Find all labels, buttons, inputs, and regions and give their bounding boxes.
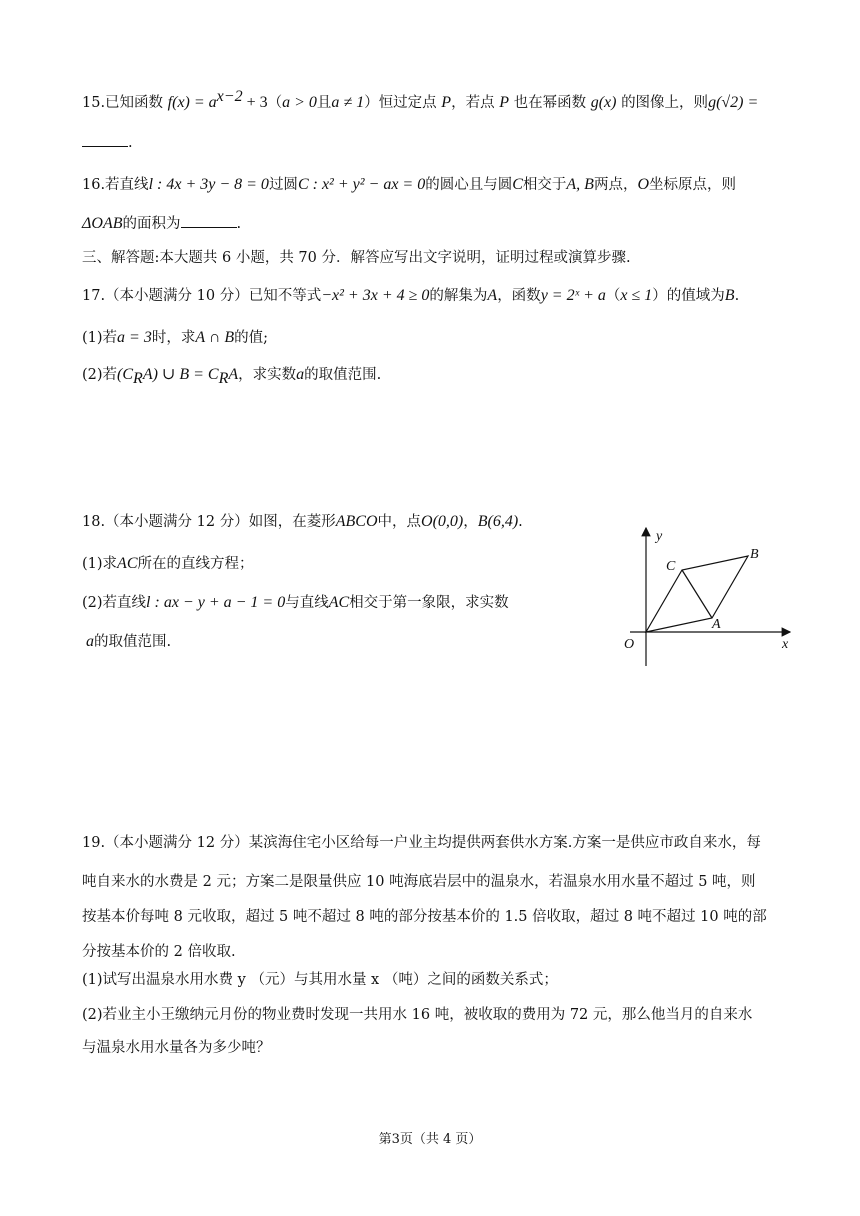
q18-line1: 18.（本小题满分 12 分）如图，在菱形ABCO中，点O(0,0)，B(6,4). bbox=[82, 513, 523, 530]
q15-line1: 15.已知函数 $f(x) = a^{x-2} + 3(a > 0$且a ≠ 1）恒过定点 P，若点 P 也在幂函数 g(x) 的图像上，则g(√2) = bbox=[82, 88, 759, 111]
q16-line1: 16.若直线l : 4x + 3y − 8 = 0过圆C : x² + y² − ax = 0的圆心且与圆C相交于A, B两点，O坐标原点，则 bbox=[82, 176, 737, 193]
q19-part2-cont: 与温泉水用水量各为多少吨？ bbox=[82, 1040, 271, 1056]
section-3-heading: 三、解答题:本大题共 6 小题，共 70 分．解答应写出文字说明，证明过程或演算步骤. bbox=[82, 250, 631, 266]
q18-part1: (1)求AC所在的直线方程； bbox=[82, 555, 254, 572]
q15-answer-line: . bbox=[82, 132, 133, 154]
label-o: O bbox=[624, 637, 635, 652]
label-b: B bbox=[750, 547, 759, 562]
rhombus-figure bbox=[610, 520, 800, 670]
q17-line1: 17.（本小题满分 10 分）已知不等式−x² + 3x + 4 ≥ 0的解集为A，函数y = 2ˣ + a（x ≤ 1）的值域为B. bbox=[82, 287, 740, 304]
q19-line2: 吨自来水的水费是 2 元；方案二是限量供应 10 吨海底岩层中的温泉水，若温泉水用水量不超过 5 吨，则 bbox=[82, 874, 756, 890]
label-a: A bbox=[712, 617, 721, 632]
q19-part2: (2)若业主小王缴纳元月份的物业费时发现一共用水 16 吨，被收取的费用为 72 元，那么他当月的自来水 bbox=[82, 1007, 753, 1023]
page-footer: 第3页（共 4 页） bbox=[378, 1132, 482, 1147]
q15-answer-blank[interactable] bbox=[82, 132, 128, 147]
q19-line3: 按基本价每吨 8 元收取，超过 5 吨不超过 8 吨的部分按基本价的 1.5 倍收取，超过 8 吨不超过 10 吨的部 bbox=[82, 909, 767, 925]
q19-part1: (1)试写出温泉水用水费 y （元）与其用水量 x （吨）之间的函数关系式； bbox=[82, 972, 558, 988]
q18-part2-cont: a的取值范围. bbox=[86, 633, 172, 650]
q16-answer-blank[interactable] bbox=[181, 213, 237, 228]
q17-part2: (2)若$(C_RA)$ ∪ $B = C_RA$，求实数a的取值范围. bbox=[82, 366, 382, 387]
q19-line4: 分按基本价的 2 倍收取. bbox=[82, 944, 236, 960]
q17-part1: (1)若a = 3时，求A ∩ B的值; bbox=[82, 329, 269, 346]
q18-part2: (2)若直线l : ax − y + a − 1 = 0与直线AC相交于第一象限，求实数 bbox=[82, 594, 509, 611]
q19-line1: 19.（本小题满分 12 分）某滨海住宅小区给每一户业主均提供两套供水方案.方案一是供应市政自来水，每 bbox=[82, 835, 761, 851]
diagonal-ac bbox=[682, 570, 712, 618]
label-x: x bbox=[782, 637, 789, 652]
label-y: y bbox=[656, 529, 663, 544]
q16-line2: ΔOAB的面积为 . bbox=[82, 215, 242, 232]
label-c: C bbox=[666, 559, 676, 574]
